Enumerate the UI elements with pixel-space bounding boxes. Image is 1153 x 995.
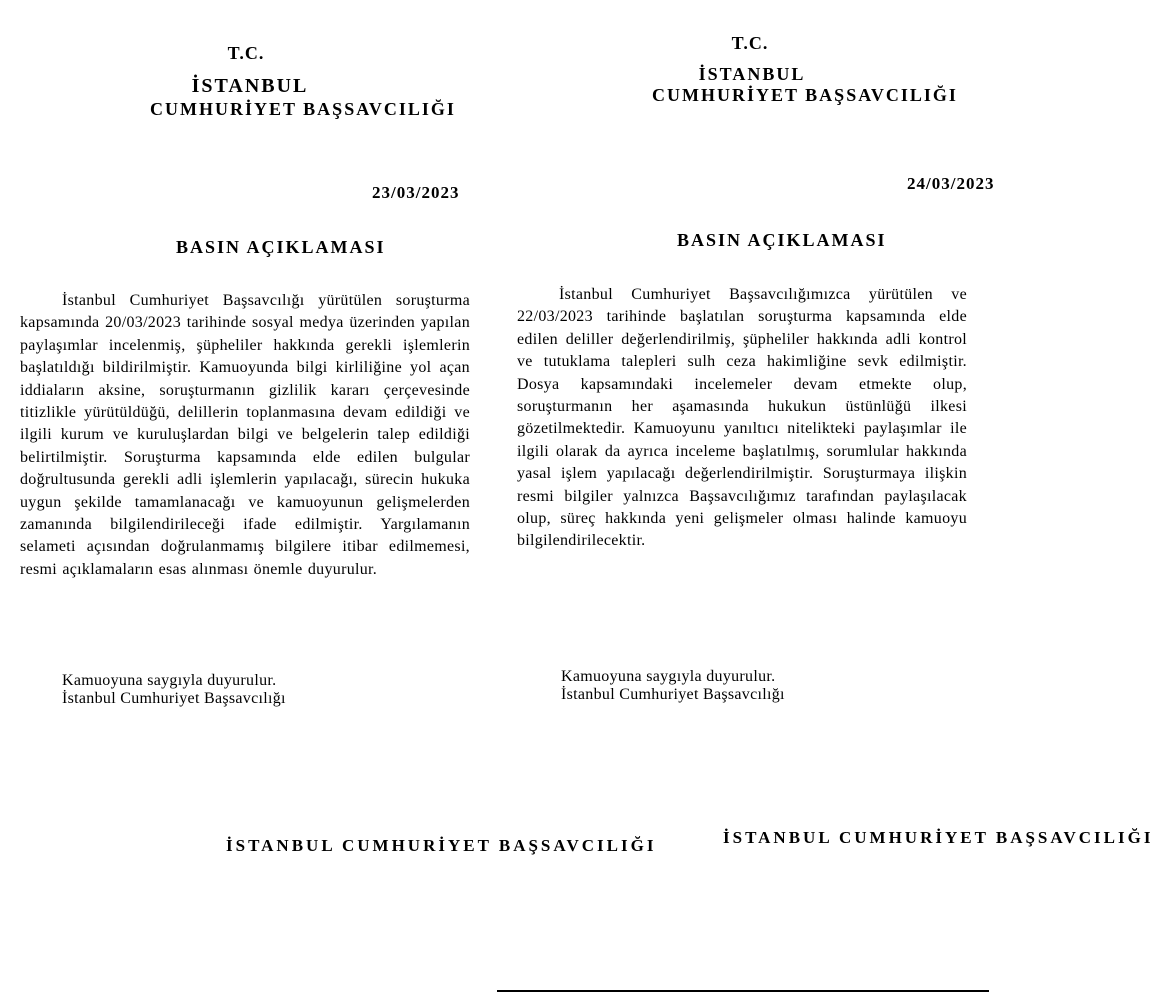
document-title: BASIN AÇIKLAMASI <box>677 230 887 250</box>
document-body <box>20 290 470 642</box>
institution-header <box>652 64 958 106</box>
document-body <box>517 284 967 636</box>
header-city: İSTANBUL <box>698 64 806 84</box>
closing-block <box>62 672 286 708</box>
body-paragraph: İstanbul Cumhuriyet Başsavcılığı yürütülen soruşturma kapsamında 20/03/2023 tarihinde sosyal medya üzerinden yapılan paylaşımlar incelenmiş, şüpheliler hakkında gerekli işlemlerin başlatıldığı bildirilmiştir. Kamuoyunda bilgi kirliliğine yol açan iddiaların aksine, soruşturmanın gizlilik kararı çerçevesinde titizlikle yürütüldüğü, delillerin toplanmasına devam edildiği ve ilgili kurum ve kuruluşlardan bilgi ve belgelerin talep edildiği belirtilmiştir. Soruşturma kapsamında elde edilen bulgular doğrultusunda gerekli adli işlemlerin yapılacağı, sürecin hukuka uygun şekilde tamamlanacağı ve kamuoyunun gelişmelerden zamanında bilgilendirileceği ifade edilmiştir. Yargılamanın selameti açısından doğrulanmamış bilgilere itibar edilmemesi, resmi açıklamaların esas alınması önemle duyurulur. <box>20 292 470 578</box>
seal-emblem: T.C. <box>227 43 265 63</box>
document-date: 24/03/2023 <box>907 174 995 193</box>
document-date: 23/03/2023 <box>372 183 460 202</box>
header-city: İSTANBUL <box>191 75 309 97</box>
header-institution: CUMHURİYET BAŞSAVCILIĞI <box>652 85 958 105</box>
seal-emblem: T.C. <box>731 33 769 53</box>
body-paragraph: İstanbul Cumhuriyet Başsavcılığımızca yürütülen ve 22/03/2023 tarihinde başlatılan soruşturma kapsamında elde edilen deliller değerlendirilmiş, şüpheliler hakkında adli kontrol ve tutuklama talepleri sulh ceza hakimliğine sevk edilmiştir. Dosya kapsamındaki incelemeler devam etmekte olup, soruşturmanın her aşamasında hukukun üstünlüğü ilkesi gözetilmektedir. Kamuoyunu yanıltıcı nitelikteki paylaşımlar ile ilgili olarak da ayrıca inceleme başlatılmış, sorumlular hakkında yasal işlem yapılacağı değerlendirilmiştir. Soruşturmaya ilişkin resmi bilgiler yalnızca Başsavcılığımız tarafından paylaşılacak olup, süreç hakkında yeni gelişmeler olması halinde kamuoyu bilgilendirilecektir. <box>517 286 967 550</box>
closing-signature: İstanbul Cumhuriyet Başsavcılığı <box>561 686 785 703</box>
document-footer: İSTANBUL CUMHURİYET BAŞSAVCILIĞI <box>226 836 657 855</box>
institution-header <box>150 75 456 121</box>
closing-block <box>561 668 785 704</box>
closing-signature: İstanbul Cumhuriyet Başsavcılığı <box>62 690 286 707</box>
closing-statement: Kamuoyuna saygıyla duyurulur. <box>62 672 277 689</box>
closing-statement: Kamuoyuna saygıyla duyurulur. <box>561 668 776 685</box>
document-footer: İSTANBUL CUMHURİYET BAŞSAVCILIĞI <box>723 828 1153 847</box>
document-title: BASIN AÇIKLAMASI <box>176 237 386 257</box>
right-document-page <box>497 0 1153 995</box>
bottom-border-line <box>497 990 989 992</box>
header-institution: CUMHURİYET BAŞSAVCILIĞI <box>150 99 456 119</box>
